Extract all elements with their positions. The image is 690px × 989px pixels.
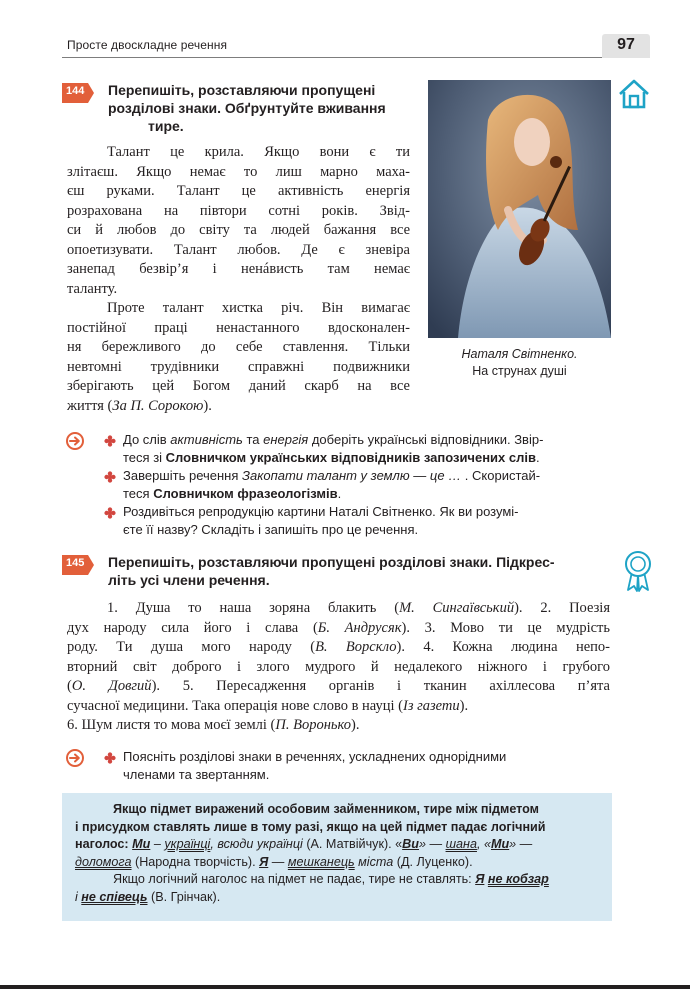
task-number-144: 144 (66, 85, 85, 97)
rule-line (75, 889, 600, 907)
text-line: ня бережливого до себе ставлення. Тільки (67, 339, 410, 355)
text-fragment: . Скористай- (461, 468, 541, 483)
text-fragment: теся (123, 486, 154, 501)
task-144-title-line: Перепишіть, розставляючи пропущені (108, 82, 376, 98)
rule-line (75, 836, 600, 854)
source-author: П. Воронько (275, 717, 351, 733)
dictionary-name: Словничком фразеологізмів (153, 486, 338, 501)
text-line (67, 599, 610, 619)
text-fragment: та (242, 432, 264, 447)
source-author: Із газети (403, 697, 460, 714)
text-line: таланту. (67, 280, 118, 297)
source-author: В. Ворскло (315, 639, 397, 655)
text-fragment: , всюди українці (210, 837, 303, 851)
example-predicate: українці (164, 837, 211, 851)
question-144-1 (123, 431, 613, 467)
text-line (67, 716, 610, 736)
running-header-title: Просте двоскладне речення (67, 38, 228, 52)
question-line (123, 449, 613, 467)
example-subject: Ми (490, 837, 510, 851)
caption-title: На струнах душі (472, 364, 567, 378)
text-fragment: – (150, 837, 165, 851)
text-line: зберігають цей Богом даний скарб на все (67, 378, 410, 394)
task-145-title (108, 553, 608, 589)
task-number-badge-145 (62, 555, 94, 575)
text-fragment: . (536, 450, 540, 465)
example-subject: Ми (132, 837, 151, 851)
text-fragment: До слів (123, 432, 171, 447)
text-fragment: ). (203, 397, 212, 414)
text-line (67, 677, 610, 697)
question-145-1 (123, 748, 613, 784)
task-144-title (108, 81, 386, 135)
text-fragment: доберіть українські відповідники. Звір- (308, 432, 544, 447)
rule-text (75, 801, 600, 906)
example-subject: Ви (402, 837, 419, 851)
rule-line (75, 871, 600, 889)
text-fragment: ( (67, 678, 72, 694)
text-fragment: ). 5. Пересадження органів і тканин ахіллесова п’ята (151, 678, 610, 694)
source-author: За П. Сорокою (112, 397, 204, 414)
text-line: занепад безвір’я і ненáвисть там немає (67, 261, 410, 277)
example-subject: Я (475, 872, 485, 886)
text-line: єш руками. Талант це активність енергія (67, 183, 410, 199)
header-rule (62, 57, 602, 58)
text-fragment: роду. Ти душа мого народу ( (67, 639, 316, 655)
text-line: злітаєш. Якщо немає то лиш марно маха- (67, 163, 410, 180)
flower-bullet-icon (104, 507, 116, 519)
text-fragment: ). (459, 697, 469, 714)
question-line: членами та звертанням. (123, 767, 270, 782)
text-fragment: сучасної медицини. Така операція нове слово в науці ( (67, 697, 403, 714)
text-fragment: 6. Шум листя то мова моєї землі ( (67, 717, 276, 733)
page-number: 97 (617, 36, 635, 53)
task-number-badge-144 (62, 83, 94, 103)
text-fragment: ). (351, 717, 360, 733)
text-fragment: Завершіть речення (123, 468, 242, 483)
text-fragment: , « (476, 837, 491, 851)
text-fragment: . (337, 486, 342, 501)
question-line: Роздивіться репродукцію картини Наталі Світненко. Як ви розумі- (123, 504, 519, 519)
text-fragment: дух народу сила його і слава ( (67, 619, 318, 636)
text-line: розрахована на півтори сотні років. Звід- (67, 202, 410, 219)
text-fragment: Якщо логічний наголос на підмет не падає, тире не ставлять: (113, 872, 476, 886)
text-line: постійної праці ненастанного вдосконален- (67, 319, 410, 336)
task-144-title-line: розділові знаки. Обґрунтуйте вживання (108, 100, 386, 116)
rule-line (75, 854, 600, 872)
question-line: Поясніть розділові знаки в реченнях, ускладнених однорідними (123, 749, 507, 764)
text-fragment: ). 3. Мово ти це мудрість (401, 619, 610, 636)
keyword: активність (170, 432, 243, 447)
example-predicate: не співець (81, 889, 148, 904)
text-fragment: і (75, 889, 82, 904)
flower-bullet-icon (104, 752, 116, 764)
example-source: (Народна творчість). (131, 854, 260, 869)
home-icon (617, 78, 651, 110)
rule-line: і присудком ставлять лише в тому разі, якщо на цей підмет падає логічний (75, 819, 546, 834)
page-number-tab (602, 34, 650, 58)
text-line (67, 697, 610, 717)
example-source: (В. Грінчак). (147, 889, 221, 904)
bottom-rule (0, 985, 690, 989)
text-fragment: теся зі (123, 450, 166, 465)
task-144-text (67, 143, 410, 416)
text-fragment: » — (418, 837, 446, 851)
text-line: невтомні трудівники справжні подвижники (67, 358, 410, 375)
rule-line: Якщо підмет виражений особовим займенником, тире між підметом (113, 802, 539, 816)
text-fragment: вторний світ доброго і злого мудрого й недалекого ніжного і грубого (67, 658, 610, 675)
text-fragment: » — (509, 837, 533, 851)
dictionary-name: Словничком українських відповідників запозичених слів (165, 450, 536, 465)
example-predicate: мешканець (287, 854, 355, 869)
keyword: енергія (263, 432, 309, 447)
text-line: си й любов до світу та людей бажання все (67, 222, 410, 238)
example-subject: Я (259, 854, 269, 869)
text-fragment: — (268, 854, 288, 869)
flower-bullet-icon (104, 435, 116, 447)
text-line (67, 619, 610, 639)
source-author: М. Сингаївський (399, 600, 515, 616)
question-line (123, 431, 613, 449)
question-144-3 (123, 503, 613, 539)
award-ribbon-icon (622, 550, 654, 592)
flower-bullet-icon (104, 471, 116, 483)
example-source: (А. Матвійчук). « (302, 837, 403, 851)
painting-caption (428, 346, 611, 380)
idiom: Закопати талант у землю — це … (242, 468, 462, 483)
text-line-last (67, 397, 410, 417)
question-line (123, 485, 613, 503)
painting-reproduction (428, 80, 611, 338)
example-predicate: не кобзар (487, 872, 549, 886)
text-line: опоетизувати. Талант любов. Де є зневіра (67, 241, 410, 258)
task-145-title-line: літь усі члени речення. (108, 572, 270, 588)
text-fragment: ). 4. Кожна людина непо- (396, 639, 610, 655)
caption-author: Наталя Світненко. (461, 347, 578, 361)
task-144-title-line: тире. (148, 118, 184, 134)
question-144-2 (123, 467, 613, 503)
arrow-right-icon (66, 432, 84, 450)
text-line (67, 658, 610, 678)
text-fragment: міста (354, 854, 394, 869)
example-source: (Д. Луценко). (393, 854, 473, 869)
arrow-right-icon (66, 749, 84, 767)
text-fragment: 1. Душа то наша зоряна блакить ( (107, 600, 400, 616)
text-fragment: ). 2. Поезія (514, 600, 610, 616)
text-fragment: життя ( (67, 397, 113, 414)
text-fragment: наголос: (75, 837, 133, 851)
source-author: Б. Андрусяк (317, 619, 402, 636)
text-line (67, 638, 610, 658)
question-line (123, 467, 613, 485)
task-number-145: 145 (66, 557, 85, 569)
example-predicate: доломога (75, 854, 132, 869)
example-predicate: шана (445, 837, 477, 851)
text-line: Талант це крила. Якщо вони є ти (107, 144, 410, 160)
text-line: Проте талант хистка річ. Він вимагає (107, 300, 410, 316)
task-145-title-line: Перепишіть, розставляючи пропущені розділові знаки. Підкрес- (108, 554, 555, 570)
task-145-text (67, 599, 610, 736)
question-line: єте її назву? Складіть і запишіть про це речення. (123, 522, 419, 537)
source-author: О. Довгий (71, 678, 152, 694)
